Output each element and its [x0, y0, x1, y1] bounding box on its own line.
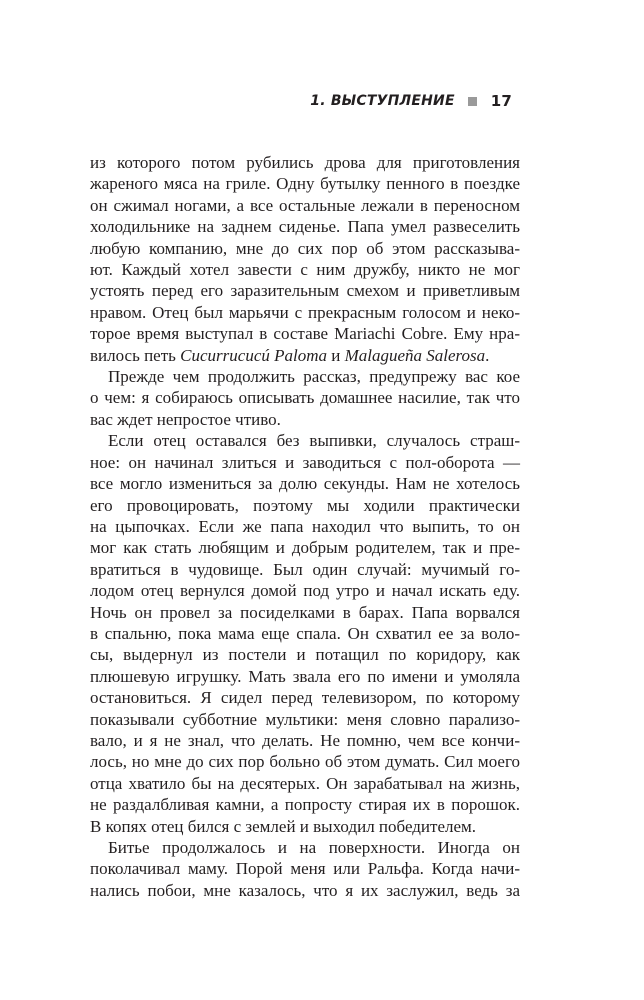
text-line: нравом. Отец был марьячи с прекрасным голосом и неко- — [90, 302, 520, 322]
text-line: ное: он начинал злиться и заводиться с пол-оборота — — [90, 452, 520, 472]
body-text — [90, 152, 520, 901]
text-line: вас ждет непростое чтиво. — [90, 409, 281, 429]
song-title: Malagueña Salerosa — [344, 345, 486, 365]
text-line: торое время выступал в составе Mariachi Cobre. Ему нра- — [90, 324, 520, 344]
text-line: показывали субботние мультики: меня словно парализо- — [90, 709, 520, 729]
song-title: Cucurrucucú Paloma — [180, 345, 327, 365]
running-head — [310, 90, 512, 112]
text-line: жареного мяса на гриле. Одну бутылку пенного в поездке — [90, 174, 520, 194]
text-line: любую компанию, мне до сих пор об этом рассказыва- — [90, 238, 520, 258]
text-line: в спальню, пока мама еще спала. Он схватил ее за воло- — [90, 623, 520, 643]
paragraph-3 — [90, 430, 520, 837]
paragraph-2 — [90, 366, 520, 430]
line-suffix: . — [485, 345, 490, 365]
text-line: сы, выдернул из постели и потащил по коридору, как — [90, 645, 520, 665]
paragraph-4 — [90, 837, 520, 901]
text-line: ют. Каждый хотел завести с ним дружбу, никто не мог — [90, 260, 520, 280]
text-line: не раздалбливая камни, а попросту стирая их в порошок. — [90, 795, 520, 815]
page-number: 17 — [490, 92, 512, 110]
text-line: В копях отец бился с землей и выходил победителем. — [90, 816, 477, 836]
text-line: о чем: я собираюсь описывать домашнее насилие, так что — [90, 388, 520, 408]
text-line: плюшевую игрушку. Мать звала его по имени и умоляла — [90, 666, 520, 686]
text-line: вратиться в чудовище. Был один случай: мучимый го- — [90, 559, 520, 579]
chapter-title: 1. ВЫСТУПЛЕНИЕ — [310, 93, 455, 109]
separator-square-icon — [468, 97, 477, 106]
text-line: мог как стать любящим и добрым родителем, так и пре- — [90, 538, 520, 558]
text-line: из которого потом рубились дрова для приготовления — [90, 153, 520, 172]
text-line: нались побои, мне казалось, что я их заслужил, ведь за — [90, 880, 520, 900]
text-line-with-song-titles — [90, 345, 520, 366]
text-line: Битье продолжалось и на поверхности. Иногда он — [108, 838, 520, 857]
text-line: Если отец оставался без выпивки, случалось страш- — [108, 431, 520, 451]
line-joiner: и — [327, 345, 345, 365]
text-line: вало, и я не знал, что делать. Не помню, чем все кончи- — [90, 730, 520, 750]
text-line: Прежде чем продолжить рассказ, предупрежу вас кое — [108, 367, 520, 387]
line-prefix: вилось петь — [90, 345, 181, 365]
text-line: он сжимал ногами, а все остальные лежали в переносном — [90, 195, 520, 215]
text-line: поколачивал маму. Порой меня или Ральфа. Когда начи- — [90, 859, 520, 879]
text-line: на цыпочках. Если же папа находил что выпить, то он — [90, 516, 520, 536]
text-line: лось, но мне до сих пор больно об этом думать. Сил моего — [90, 752, 520, 772]
text-line: все могло измениться за долю секунды. Нам не хотелось — [90, 474, 520, 494]
text-line: остановиться. Я сидел перед телевизором, по которому — [90, 688, 520, 708]
text-line: лодом отец вернулся домой под утро и начал искать еду. — [90, 581, 520, 601]
text-line: устоять перед его заразительным смехом и приветливым — [90, 281, 520, 301]
text-line: его провоцировать, поэтому мы ходили практически — [90, 495, 520, 515]
text-line: Ночь он провел за посиделками в барах. Папа ворвался — [90, 602, 520, 622]
text-line: холодильнике на заднем сиденье. Папа умел развеселить — [90, 217, 520, 237]
text-line: отца хватило бы на десятерых. Он зарабатывал на жизнь, — [90, 773, 520, 793]
paragraph-1 — [90, 152, 520, 366]
